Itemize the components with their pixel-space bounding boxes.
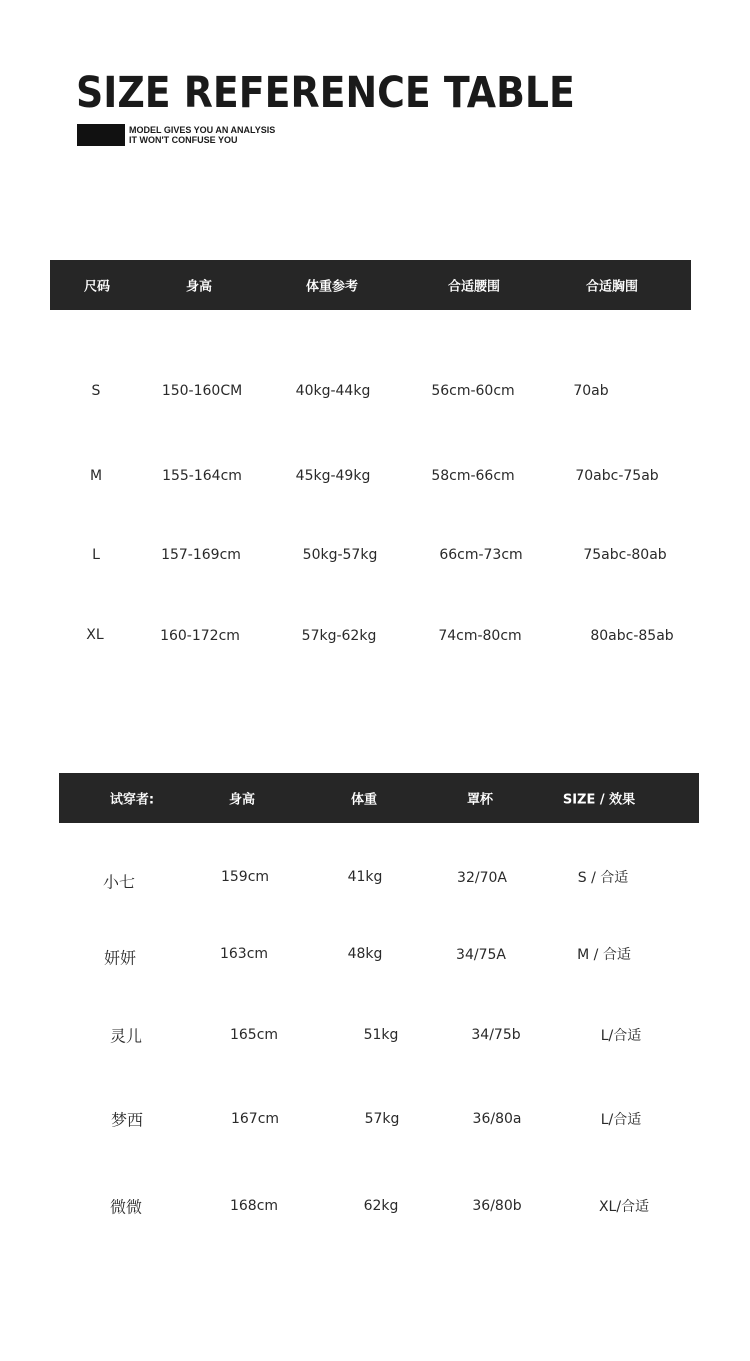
weight-cell: 50kg-57kg bbox=[302, 547, 378, 563]
model-height-cell: 168cm bbox=[229, 1198, 279, 1214]
weight-cell: 57kg-62kg bbox=[301, 628, 377, 644]
size-cell: M bbox=[89, 468, 103, 484]
size-col-header-height: 身高 bbox=[185, 279, 213, 295]
waist-cell: 56cm-60cm bbox=[431, 383, 515, 399]
model-cup-cell: 32/70A bbox=[457, 870, 507, 886]
subtitle bbox=[129, 125, 275, 145]
weight-cell: 45kg-49kg bbox=[295, 468, 371, 484]
bust-cell: 70abc-75ab bbox=[575, 468, 659, 484]
subtitle-line-2: IT WON'T CONFUSE YOU bbox=[129, 135, 238, 145]
waist-cell: 66cm-73cm bbox=[439, 547, 523, 563]
size-col-header-size: 尺码 bbox=[83, 279, 111, 295]
model-height-cell: 159cm bbox=[220, 869, 270, 885]
model-col-header-name: 试穿者: bbox=[109, 792, 155, 808]
model-size-fit-cell: M / 合适 bbox=[577, 947, 631, 963]
waist-cell: 74cm-80cm bbox=[438, 628, 522, 644]
size-col-header-weight: 体重参考 bbox=[305, 279, 359, 295]
model-weight-cell: 48kg bbox=[347, 946, 383, 962]
size-col-header-waist: 合适腰围 bbox=[447, 279, 501, 295]
model-size-fit-cell: S / 合适 bbox=[577, 870, 629, 886]
model-name-cell: 灵儿 bbox=[109, 1026, 143, 1046]
height-cell: 155-164cm bbox=[162, 468, 242, 484]
model-table-header bbox=[59, 773, 699, 823]
model-cup-cell: 36/80a bbox=[472, 1111, 522, 1127]
height-cell: 150-160CM bbox=[161, 383, 243, 399]
size-cell: XL bbox=[86, 627, 104, 643]
bust-cell: 80abc-85ab bbox=[590, 628, 674, 644]
model-size-fit-cell: L/合适 bbox=[600, 1028, 642, 1044]
bust-cell: 75abc-80ab bbox=[583, 547, 667, 563]
model-col-header-size-fit: SIZE / 效果 bbox=[562, 792, 636, 808]
model-height-cell: 167cm bbox=[230, 1111, 280, 1127]
model-name-cell: 梦西 bbox=[110, 1110, 144, 1130]
weight-cell: 40kg-44kg bbox=[295, 383, 371, 399]
model-col-header-height: 身高 bbox=[228, 792, 256, 808]
bust-cell: 70ab bbox=[573, 383, 609, 399]
model-col-header-weight: 体重 bbox=[350, 792, 378, 808]
model-weight-cell: 57kg bbox=[364, 1111, 400, 1127]
model-weight-cell: 51kg bbox=[363, 1027, 399, 1043]
model-name-cell: 微微 bbox=[109, 1197, 143, 1217]
model-name-cell: 妍妍 bbox=[103, 948, 137, 968]
subtitle-black-bar bbox=[77, 124, 125, 146]
model-cup-cell: 36/80b bbox=[472, 1198, 522, 1214]
model-cup-cell: 34/75b bbox=[471, 1027, 521, 1043]
model-size-fit-cell: XL/合适 bbox=[598, 1199, 650, 1215]
model-size-fit-cell: L/合适 bbox=[600, 1112, 642, 1128]
size-col-header-bust: 合适胸围 bbox=[585, 279, 639, 295]
model-height-cell: 163cm bbox=[219, 946, 269, 962]
model-height-cell: 165cm bbox=[229, 1027, 279, 1043]
subtitle-line-1: MODEL GIVES YOU AN ANALYSIS bbox=[129, 125, 276, 135]
model-col-header-cup: 罩杯 bbox=[466, 792, 494, 808]
height-cell: 157-169cm bbox=[161, 547, 241, 563]
waist-cell: 58cm-66cm bbox=[431, 468, 515, 484]
size-cell: L bbox=[92, 547, 100, 563]
size-table-header bbox=[50, 260, 691, 310]
model-weight-cell: 62kg bbox=[363, 1198, 399, 1214]
height-cell: 160-172cm bbox=[160, 628, 240, 644]
size-cell: S bbox=[91, 383, 101, 399]
page-title: SIZE REFERENCE TABLE bbox=[76, 68, 575, 118]
model-weight-cell: 41kg bbox=[347, 869, 383, 885]
model-name-cell: 小七 bbox=[102, 872, 136, 892]
model-cup-cell: 34/75A bbox=[456, 947, 506, 963]
